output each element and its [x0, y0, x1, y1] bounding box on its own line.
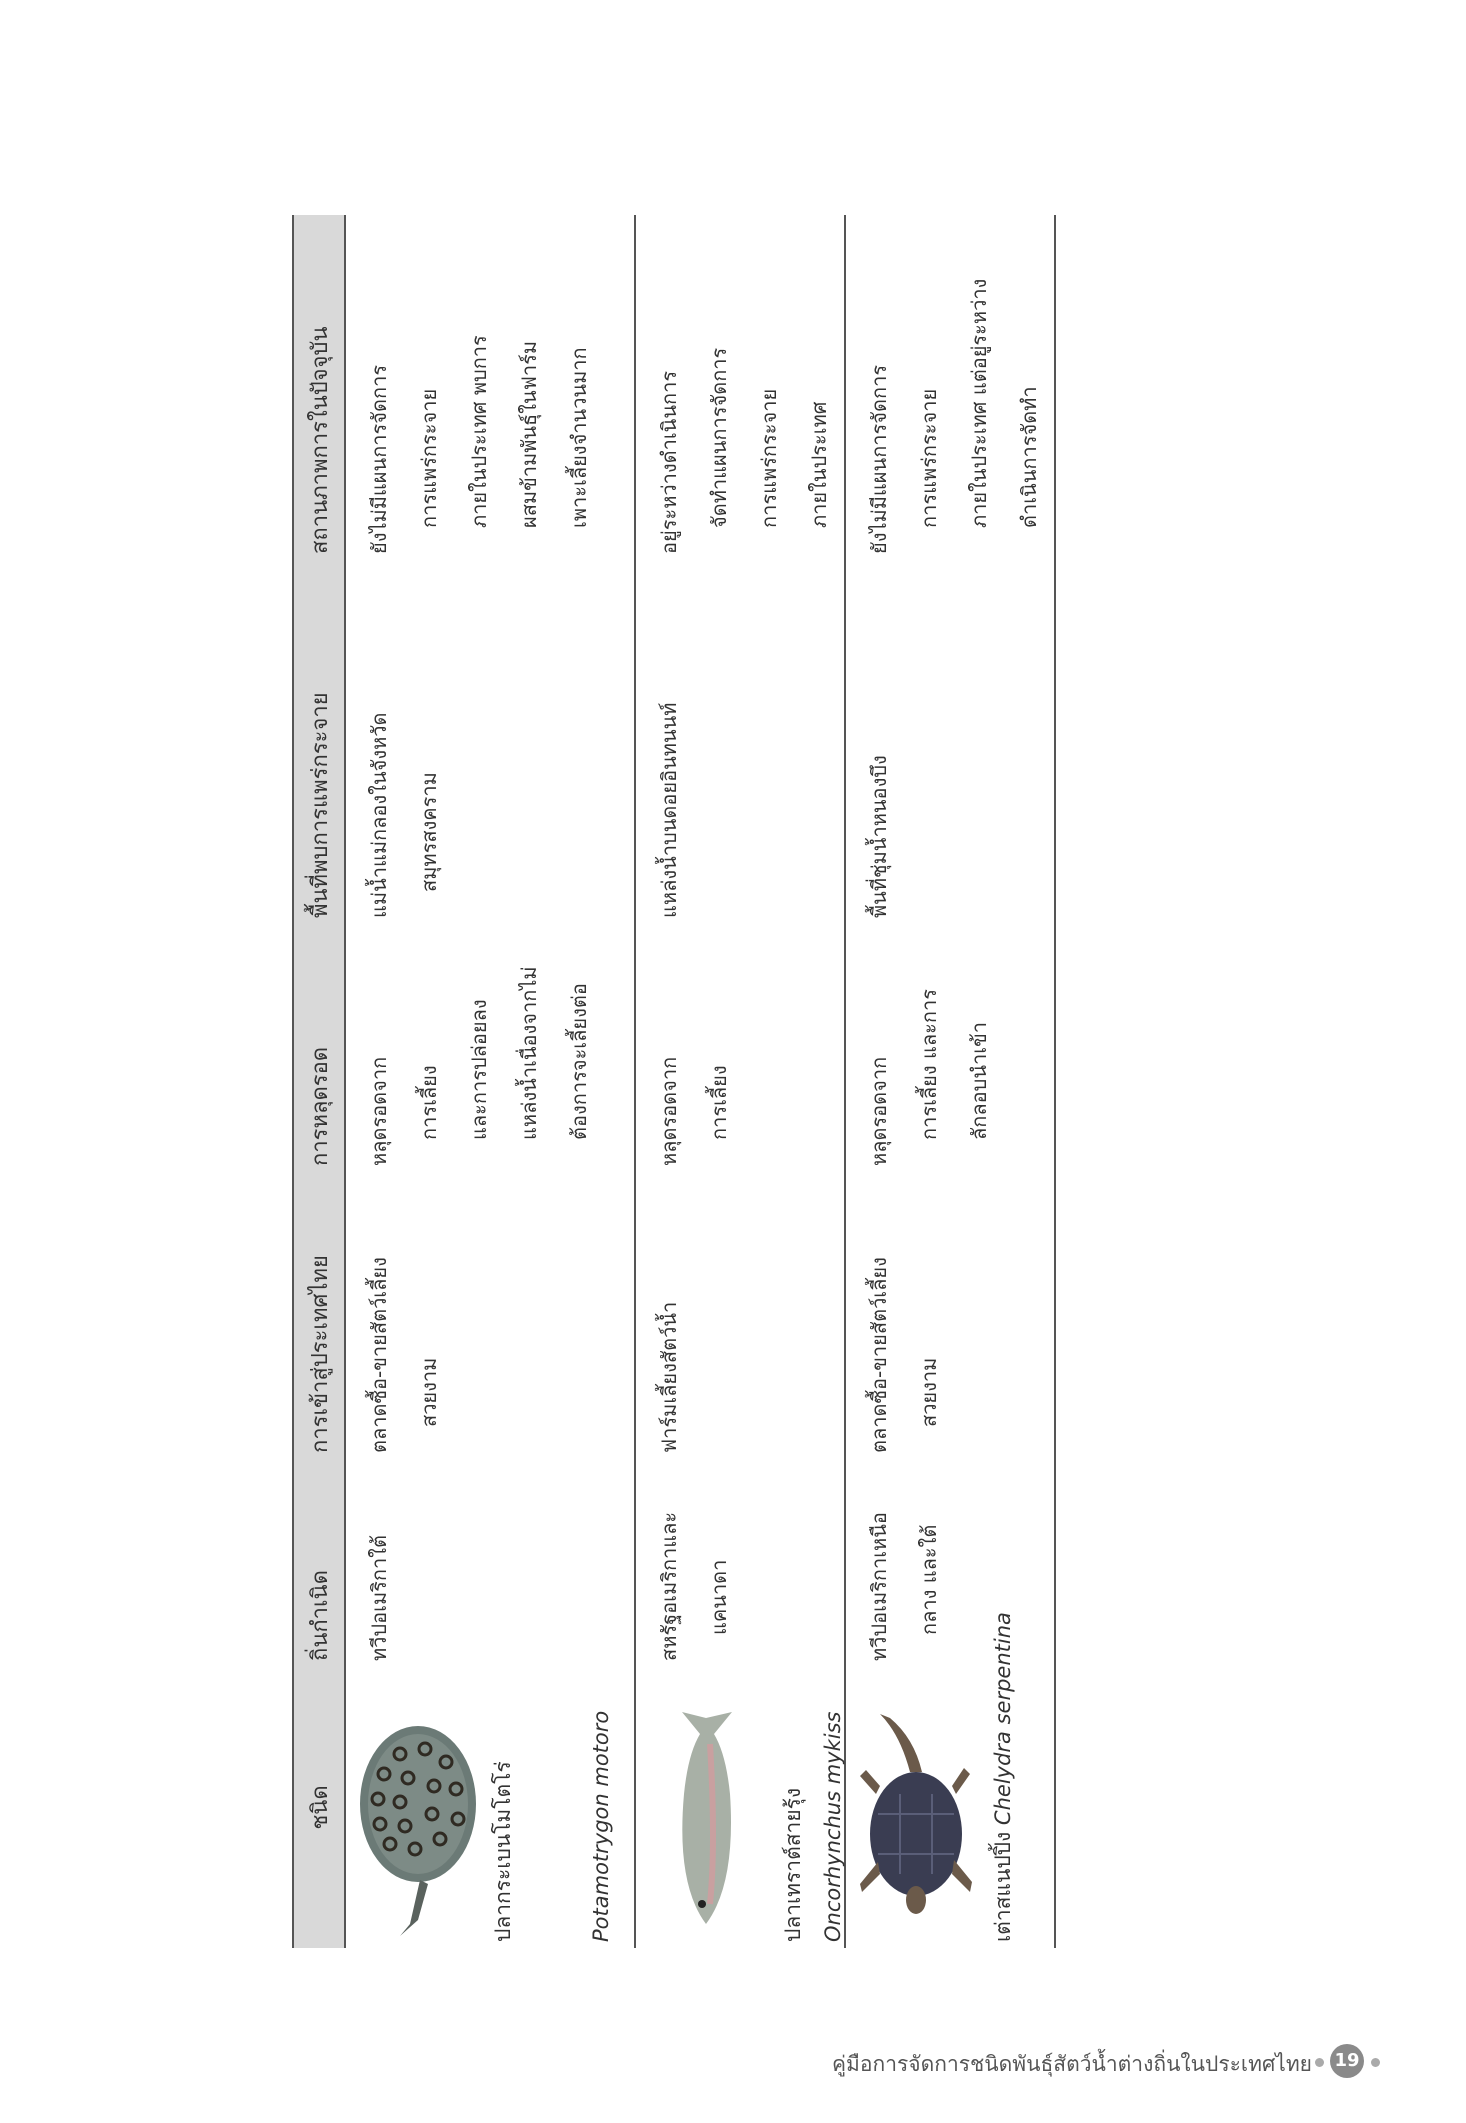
footer-dot: [1371, 2058, 1380, 2067]
table-row: [635, 215, 845, 1948]
status-text: ภายในประเทศ พบการ: [467, 335, 491, 528]
species-scientific-name: Oncorhynchus mykiss: [821, 1711, 845, 1942]
origin-text: แคนาดา: [707, 1559, 731, 1635]
escape-cell: [345, 928, 635, 1176]
area-text: แหล่งน้ำบนดอยอินทนนท์: [657, 702, 681, 918]
status-text: การแพร่กระจาย: [417, 388, 441, 528]
header-entry: การเข้าสู่ประเทศไทย: [293, 1176, 345, 1463]
entry-cell: [845, 1176, 1055, 1463]
status-cell: [345, 215, 635, 564]
entry-text: ตลาดซื้อ-ขายสัตว์เลี้ยง: [367, 1257, 391, 1453]
species-table: [292, 215, 1056, 1948]
escape-text: การเลี้ยง: [417, 1065, 441, 1140]
status-cell: [635, 215, 845, 564]
status-text: ดำเนินการจัดทำ: [1017, 386, 1041, 528]
origin-cell: [635, 1463, 845, 1671]
header-origin: ถิ่นกำเนิด: [293, 1463, 345, 1671]
table-row: [845, 215, 1055, 1948]
status-text: เพาะเลี้ยงจำนวนมาก: [567, 347, 591, 528]
header-area: พื้นที่พบการแพร่กระจาย: [293, 564, 345, 928]
escape-cell: [845, 928, 1055, 1176]
origin-cell: [345, 1463, 635, 1671]
origin-text: ทวีปอเมริกาเหนือ: [867, 1512, 891, 1661]
escape-text: หลุดรอดจาก: [867, 1056, 891, 1166]
species-cell: [345, 1671, 635, 1948]
status-text: การแพร่กระจาย: [917, 388, 941, 528]
area-text: สมุทรสงคราม: [417, 772, 441, 892]
turtle-photo: [850, 1708, 982, 1944]
footer-title: คู่มือการจัดการชนิดพันธุ์สัตว์น้ำต่างถิ่นในประเทศไทย: [832, 2052, 1312, 2076]
origin-text: กลาง และใต้: [917, 1524, 941, 1635]
footer-dot: [1315, 2058, 1324, 2067]
status-text: อยู่ระหว่างดำเนินการ: [657, 370, 681, 554]
area-cell: [845, 564, 1055, 928]
species-scientific-name: Potamotrygon motoro: [589, 1710, 613, 1942]
escape-text: การเลี้ยง และการ: [917, 989, 941, 1140]
status-text: ภายในประเทศ แต่อยู่ระหว่าง: [967, 278, 991, 528]
table-header-row: [293, 215, 345, 1948]
table-row: [345, 215, 635, 1948]
area-cell: [345, 564, 635, 928]
escape-text: การเลี้ยง: [707, 1065, 731, 1140]
status-text: ยังไม่มีแผนการจัดการ: [867, 364, 891, 554]
species-common-name: ปลาเทราต์สายรุ้ง: [781, 1787, 805, 1942]
entry-text: ตลาดซื้อ-ขายสัตว์เลี้ยง: [867, 1257, 891, 1453]
escape-text: และการปล่อยลง: [467, 999, 491, 1140]
species-common-name-text: เต่าสแนปปิ้ง: [991, 1831, 1015, 1942]
entry-cell: [635, 1176, 845, 1463]
status-text: การแพร่กระจาย: [757, 388, 781, 528]
rotated-table-container: [292, 215, 1046, 1948]
header-escape: การหลุดรอด: [293, 928, 345, 1176]
status-cell: [845, 215, 1055, 564]
origin-cell: [845, 1463, 1055, 1671]
escape-text: หลุดรอดจาก: [657, 1056, 681, 1166]
status-text: ภายในประเทศ: [807, 401, 831, 528]
header-species: ชนิด: [293, 1671, 345, 1948]
species-common-name: [988, 1612, 1018, 1942]
area-cell: [635, 564, 845, 928]
entry-text: สวยงาม: [917, 1357, 941, 1427]
escape-text: แหล่งน้ำเนื่องจากไม่: [517, 966, 541, 1140]
stingray-photo: [350, 1708, 482, 1944]
header-status: สถานภาพการในปัจจุบัน: [293, 215, 345, 564]
escape-text: ลักลอบนำเข้า: [967, 1022, 991, 1140]
origin-text: สหรัฐอเมริกาและ: [657, 1511, 681, 1661]
trout-photo: [640, 1708, 772, 1944]
escape-text: ต้องการจะเลี้ยงต่อ: [567, 983, 591, 1140]
species-cell: [845, 1612, 1055, 1948]
status-text: ผสมข้ามพันธุ์ในฟาร์ม: [517, 340, 541, 528]
area-text: แม่น้ำแม่กลองในจังหวัด: [367, 712, 391, 918]
escape-cell: [635, 928, 845, 1176]
escape-text: หลุดรอดจาก: [367, 1056, 391, 1166]
species-cell: [635, 1671, 845, 1948]
species-common-name: ปลากระเบนโมโตโร่: [491, 1761, 515, 1942]
status-text: จัดทำแผนการจัดการ: [707, 347, 731, 528]
entry-cell: [345, 1176, 635, 1463]
area-text: พื้นที่ชุ่มน้ำหนองบึง: [867, 755, 891, 918]
entry-text: สวยงาม: [417, 1357, 441, 1427]
page-footer: [832, 2044, 1392, 2080]
origin-text: ทวีปอเมริกาใต้: [367, 1535, 391, 1661]
status-text: ยังไม่มีแผนการจัดการ: [367, 364, 391, 554]
page-number: 19: [1330, 2044, 1364, 2078]
entry-text: ฟาร์มเลี้ยงสัตว์น้ำ: [657, 1301, 681, 1453]
species-scientific-name: Chelydra serpentina: [991, 1612, 1015, 1826]
